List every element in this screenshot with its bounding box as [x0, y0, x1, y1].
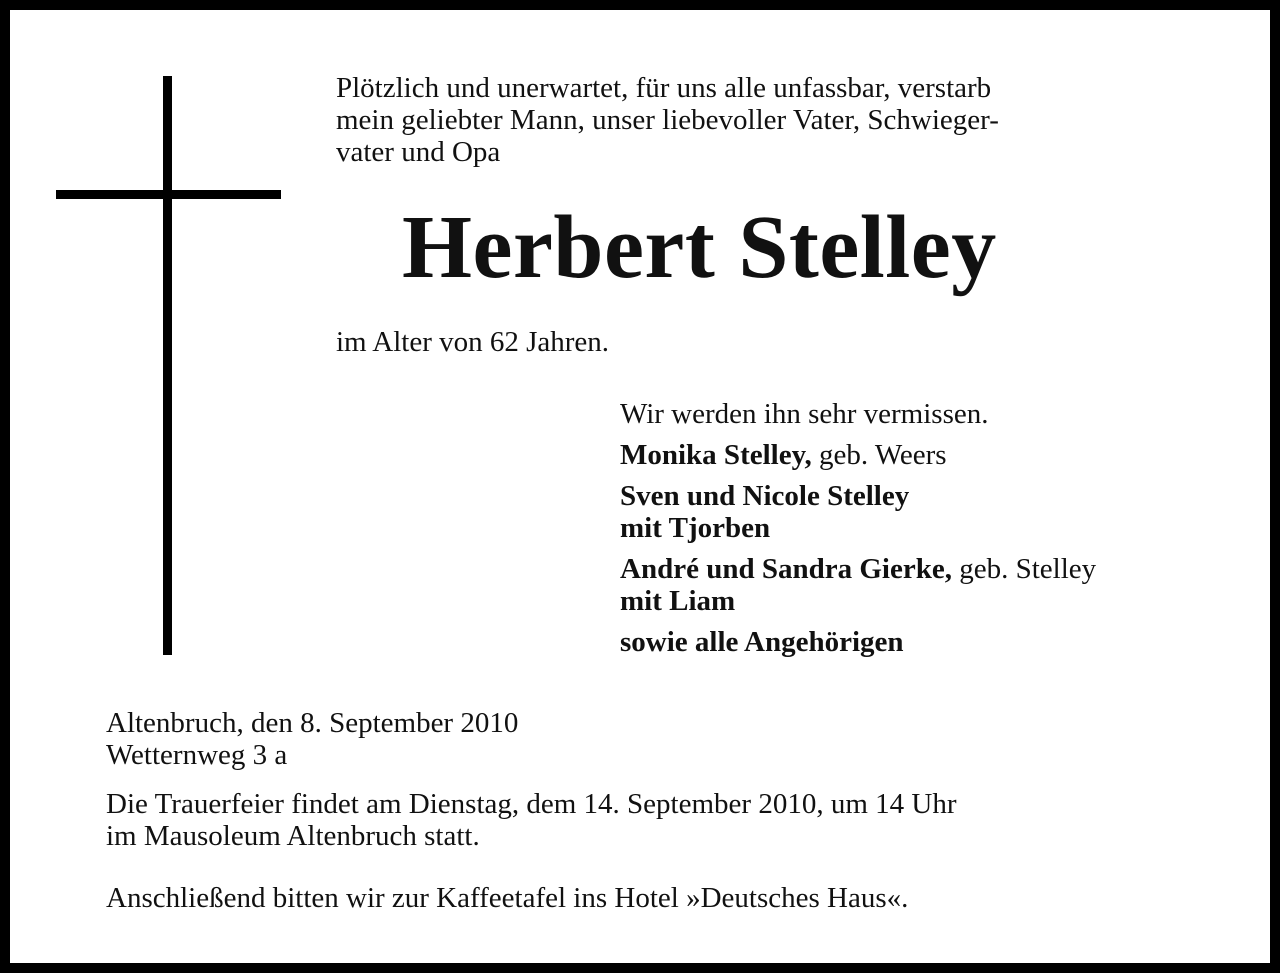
mourner-line [620, 626, 1220, 658]
intro-line: Plötzlich und unerwartet, für uns alle unfassbar, verstarb [336, 72, 992, 104]
footer-text [106, 707, 1226, 914]
mourner-line [620, 585, 1220, 617]
mourner-name: mit Liam [620, 585, 736, 617]
cross-icon [163, 76, 172, 655]
miss-line: Wir werden ihn sehr vermissen. [620, 398, 989, 430]
age-line: im Alter von 62 Jahren. [336, 326, 610, 358]
mourner-name: mit Tjorben [620, 512, 771, 544]
mourner-note: geb. Weers [811, 439, 947, 471]
mourner-name: André und Sandra Gierke, [620, 553, 952, 585]
address: Wetternweg 3 a [106, 739, 288, 771]
mourner-line [620, 512, 1220, 544]
mourner-note: geb. Stelley [951, 553, 1097, 585]
coffee-line: Anschließend bitten wir zur Kaffeetafel ins Hotel »Deutsches Haus«. [106, 882, 909, 914]
mourner-name: sowie alle Angehörigen [620, 626, 904, 658]
intro-line: vater und Opa [336, 136, 501, 168]
mourner-line [620, 553, 1220, 585]
intro-text [336, 72, 1206, 168]
mourner-line [620, 480, 1220, 512]
place-date: Altenbruch, den 8. September 2010 [106, 707, 519, 739]
ceremony-line: im Mausoleum Altenbruch statt. [106, 820, 480, 852]
deceased-name: Herbert Stelley [402, 198, 997, 297]
mourner-name: Monika Stelley, [620, 439, 812, 471]
mourner-name: Sven und Nicole Stelley [620, 480, 910, 512]
cross-icon-crossbar [56, 190, 281, 199]
mourners-block [620, 398, 1220, 658]
mourner-line [620, 439, 1220, 471]
intro-line: mein geliebter Mann, unser liebevoller Vater, Schwieger- [336, 104, 999, 136]
ceremony-line: Die Trauerfeier findet am Dienstag, dem 14. September 2010, um 14 Uhr [106, 788, 957, 820]
